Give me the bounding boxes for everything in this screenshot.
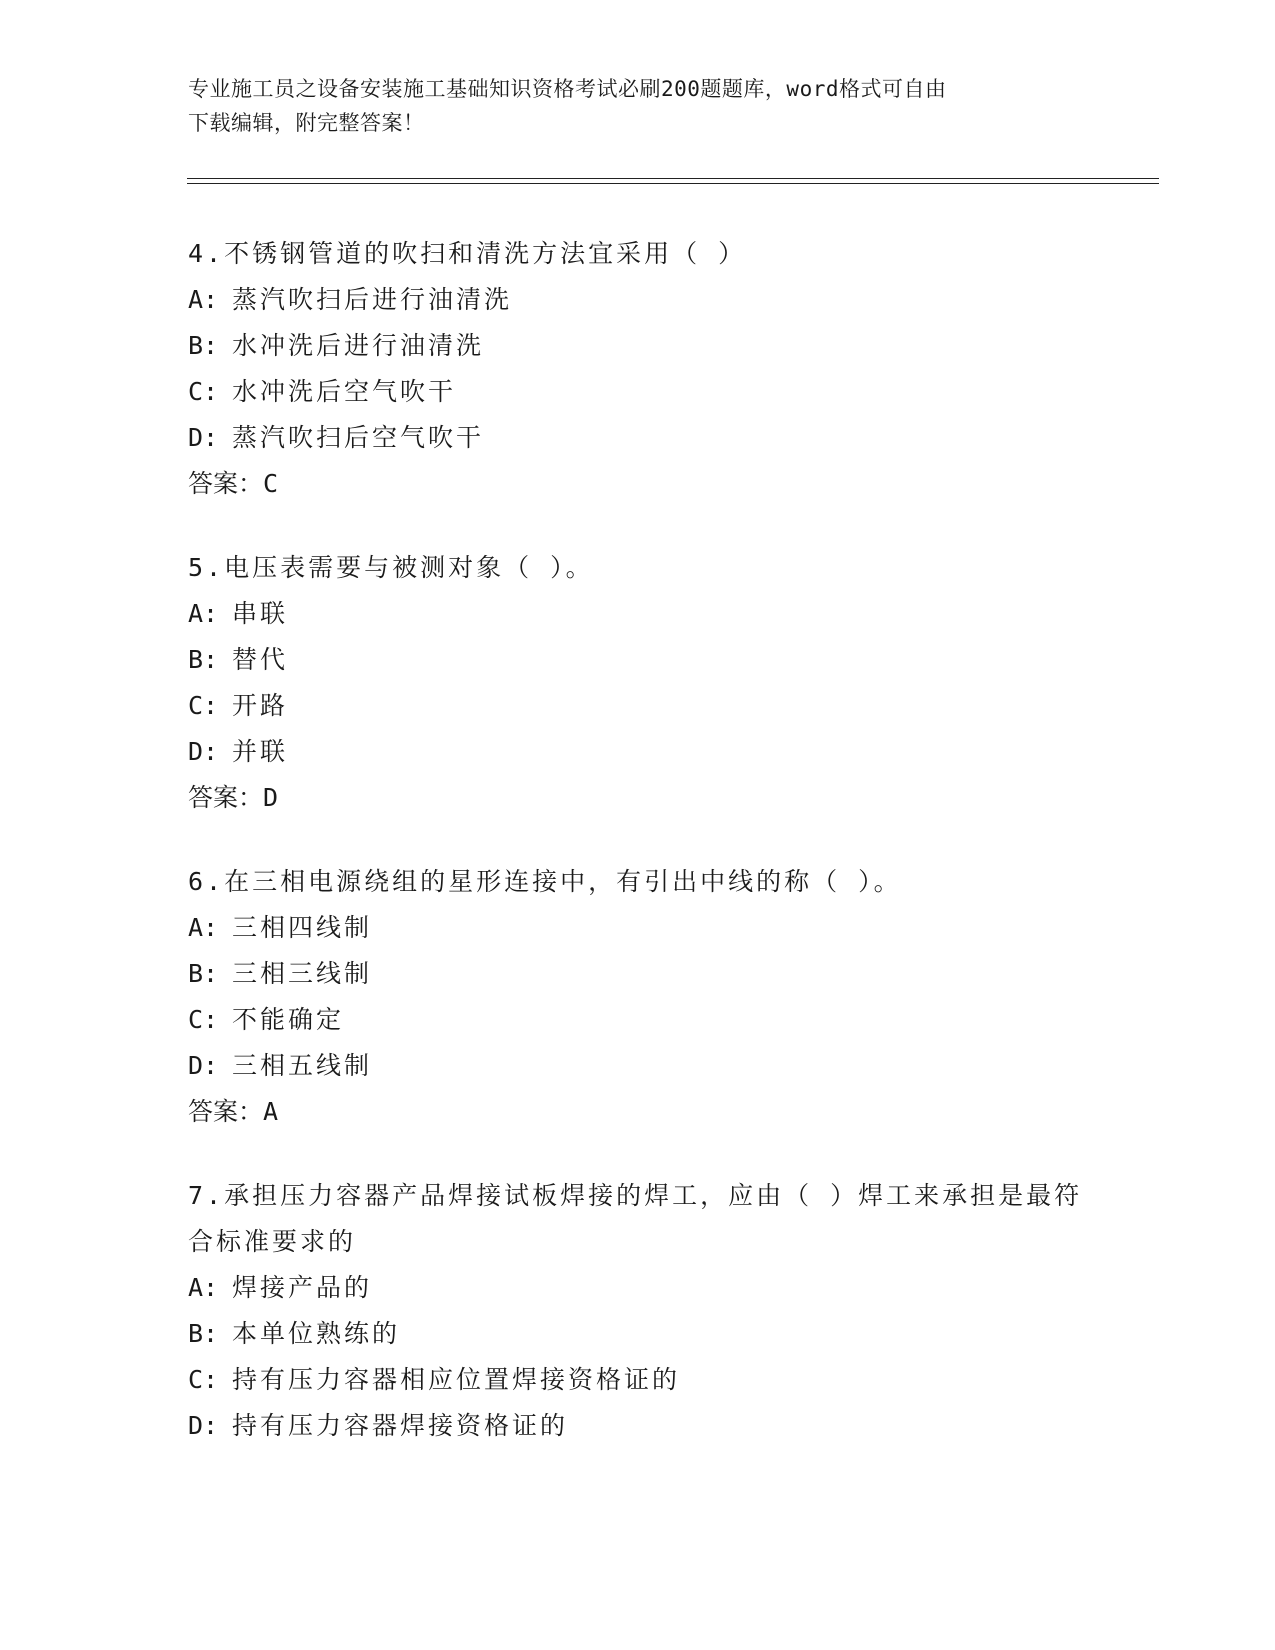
option-text: 水冲洗后进行油清洗 xyxy=(232,331,485,360)
question-4 xyxy=(188,231,1108,507)
option-key: D: xyxy=(188,737,219,766)
option-c xyxy=(188,683,1108,729)
option-text: 持有压力容器相应位置焊接资格证的 xyxy=(232,1365,681,1394)
option-a xyxy=(188,1265,1108,1311)
option-c xyxy=(188,997,1108,1043)
answer xyxy=(188,461,1108,507)
option-text: 替代 xyxy=(232,645,289,674)
option-d xyxy=(188,415,1108,461)
document-header xyxy=(188,72,1068,140)
option-key: C: xyxy=(188,1005,219,1034)
question-list xyxy=(188,231,1108,1487)
option-key: C: xyxy=(188,691,219,720)
answer-label: 答案： xyxy=(188,469,264,498)
option-text: 串联 xyxy=(232,599,289,628)
option-text: 焊接产品的 xyxy=(232,1273,373,1302)
option-key: B: xyxy=(188,331,219,360)
option-key: A: xyxy=(188,1273,219,1302)
option-text: 不能确定 xyxy=(232,1005,345,1034)
option-b xyxy=(188,323,1108,369)
option-key: B: xyxy=(188,645,219,674)
option-key: B: xyxy=(188,1319,219,1348)
option-d xyxy=(188,729,1108,775)
option-text: 并联 xyxy=(232,737,289,766)
option-d xyxy=(188,1403,1108,1449)
option-key: A: xyxy=(188,285,219,314)
option-text: 持有压力容器焊接资格证的 xyxy=(232,1411,569,1440)
question-stem: 5.电压表需要与被测对象（ ）。 xyxy=(188,553,594,582)
option-text: 蒸汽吹扫后进行油清洗 xyxy=(232,285,513,314)
option-text: 本单位熟练的 xyxy=(232,1319,401,1348)
question-5 xyxy=(188,545,1108,821)
header-divider-bottom xyxy=(187,183,1159,184)
option-d xyxy=(188,1043,1108,1089)
answer-value: A xyxy=(263,1097,279,1126)
answer-value: D xyxy=(263,783,279,812)
question-stem: 6.在三相电源绕组的星形连接中，有引出中线的称（ ）。 xyxy=(188,867,902,896)
option-key: A: xyxy=(188,599,219,628)
option-text: 水冲洗后空气吹干 xyxy=(232,377,457,406)
answer-label: 答案： xyxy=(188,1097,264,1126)
option-key: D: xyxy=(188,1051,219,1080)
answer-label: 答案： xyxy=(188,783,264,812)
answer xyxy=(188,775,1108,821)
answer-value: C xyxy=(263,469,279,498)
option-text: 开路 xyxy=(232,691,289,720)
question-stem: 4.不锈钢管道的吹扫和清洗方法宜采用（ ） xyxy=(188,239,747,268)
option-b xyxy=(188,637,1108,683)
option-key: D: xyxy=(188,423,219,452)
option-c xyxy=(188,1357,1108,1403)
option-text: 三相三线制 xyxy=(232,959,373,988)
question-stem: 7.承担压力容器产品焊接试板焊接的焊工，应由（ ）焊工来承担是最符合标准要求的 xyxy=(188,1181,1083,1256)
header-divider-top xyxy=(187,178,1159,179)
option-a xyxy=(188,277,1108,323)
option-text: 三相四线制 xyxy=(232,913,373,942)
option-key: C: xyxy=(188,1365,219,1394)
option-c xyxy=(188,369,1108,415)
option-text: 三相五线制 xyxy=(232,1051,373,1080)
option-b xyxy=(188,1311,1108,1357)
option-key: C: xyxy=(188,377,219,406)
header-line-2: 下载编辑，附完整答案！ xyxy=(188,111,425,135)
option-key: A: xyxy=(188,913,219,942)
option-key: B: xyxy=(188,959,219,988)
option-text: 蒸汽吹扫后空气吹干 xyxy=(232,423,485,452)
option-b xyxy=(188,951,1108,997)
option-key: D: xyxy=(188,1411,219,1440)
question-7 xyxy=(188,1173,1108,1449)
header-line-1: 专业施工员之设备安装施工基础知识资格考试必刷200题题库，word格式可自由 xyxy=(188,77,947,101)
option-a xyxy=(188,905,1108,951)
option-a xyxy=(188,591,1108,637)
question-6 xyxy=(188,859,1108,1135)
answer xyxy=(188,1089,1108,1135)
